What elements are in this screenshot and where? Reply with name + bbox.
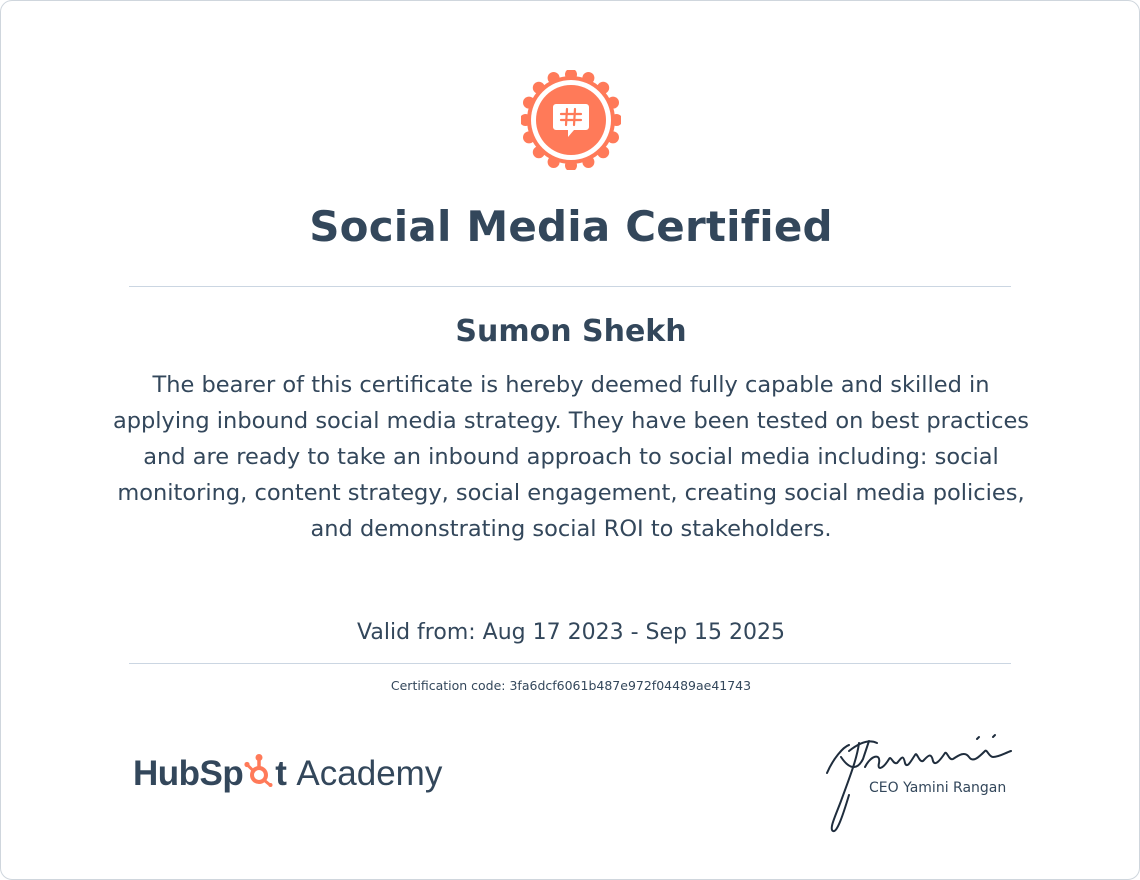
certification-code: Certification code: 3fa6dcf6061b487e972f04489ae41743	[390, 678, 752, 693]
logo-hub-prefix: HubSp	[133, 754, 244, 793]
logo-academy-text: Academy	[296, 754, 443, 793]
top-divider	[129, 286, 1011, 287]
validity-period: Valid from: Aug 17 2023 - Sep 15 2025	[357, 620, 785, 645]
logo-hub-suffix: t	[275, 754, 287, 793]
bottom-divider	[129, 663, 1011, 664]
certificate-title: Social Media Certified	[309, 202, 833, 251]
recipient-name: Sumon Shekh	[455, 314, 687, 349]
certificate-description: The bearer of this certificate is hereby deemed fully capable and skilled in applying inbound social media strategy. They have been tested on best practices and are ready to take an inbound approach to social media including: social monitoring, content strategy, social engagement, creating social media policies, and demonstrating social ROI to stakeholders.	[112, 372, 1030, 542]
hubspot-wordmark	[133, 754, 286, 794]
sprocket-icon	[244, 753, 274, 787]
hashtag-speech-bubble-icon	[521, 70, 621, 170]
ceo-label: CEO Yamini Rangan	[869, 780, 1007, 796]
hubspot-academy-logo	[133, 747, 442, 801]
